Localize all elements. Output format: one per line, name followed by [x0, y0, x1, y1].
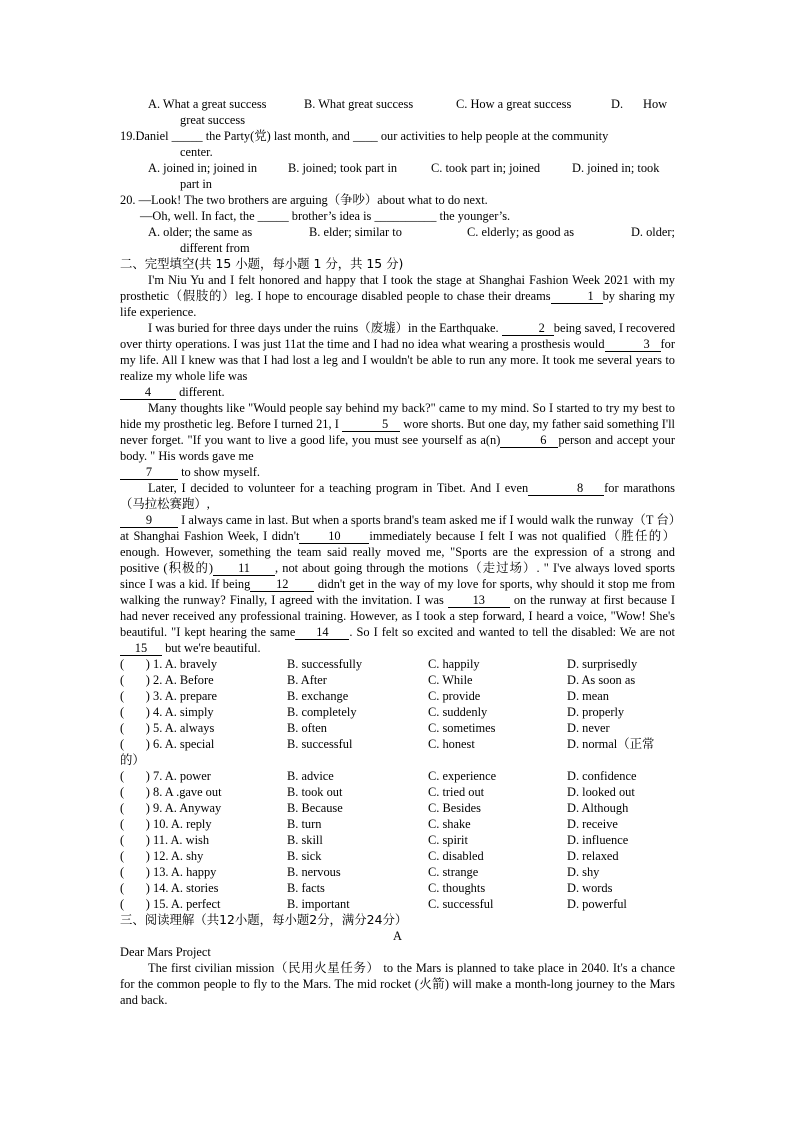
- q19-option-c: C. took part in; joined: [431, 161, 541, 175]
- option-1-a[interactable]: ( ) 1. A. bravely: [120, 657, 218, 671]
- q20-reply: —Oh, well. In fact, the _____ brother’s idea is __________ the younger’s.: [140, 209, 511, 223]
- option-9-b[interactable]: B. Because: [287, 801, 343, 815]
- blank-6[interactable]: 6: [500, 433, 558, 448]
- blank-4[interactable]: 4: [120, 385, 176, 400]
- option-8-a[interactable]: ( ) 8. A .gave out: [120, 785, 222, 799]
- option-1-c[interactable]: C. happily: [428, 657, 480, 671]
- exam-page: [120, 96, 675, 1008]
- option-row-3: [120, 688, 675, 704]
- option-15-c[interactable]: C. successful: [428, 897, 494, 911]
- blank-15[interactable]: 15: [120, 641, 162, 656]
- option-2-a[interactable]: ( ) 2. A. Before: [120, 673, 214, 687]
- option-row-11: [120, 832, 675, 848]
- passage-paragraph-3: Many thoughts like "Would people say behind my back?" came to my mind. So I started to try my best to hide my prosthetic leg. Before I turned 21, I 5 wore shorts. But one day, my father said something I'll never forget. "If you want to live a good life, you must see yourself as a(n) 6 person and accept your body. " His words gave me: [120, 401, 675, 463]
- option-15-a[interactable]: ( ) 15. A. perfect: [120, 897, 221, 911]
- cloze-options-list: [120, 656, 675, 912]
- q19-stem-cont: center.: [180, 145, 213, 159]
- option-11-a[interactable]: ( ) 11. A. wish: [120, 833, 210, 847]
- option-15-d[interactable]: D. powerful: [567, 897, 627, 911]
- q19-option-d-cont: part in: [180, 177, 212, 191]
- option-row-4: [120, 704, 675, 720]
- option-6-d[interactable]: D. normal（正常: [567, 737, 655, 751]
- option-1-b[interactable]: B. successfully: [287, 657, 363, 671]
- blank-2[interactable]: 2: [502, 321, 554, 336]
- blank-8[interactable]: 8: [528, 481, 604, 496]
- option-row-7: [120, 768, 675, 784]
- option-8-d[interactable]: D. looked out: [567, 785, 635, 799]
- option-row-9: [120, 800, 675, 816]
- option-4-d[interactable]: D. properly: [567, 705, 625, 719]
- q18-option-a: A. What a great success: [148, 97, 267, 111]
- option-14-b[interactable]: B. facts: [287, 881, 325, 895]
- passage-paragraph-4-body: 9 I always came in last. But when a sports brand's team asked me if I would walk the runway（T 台）at Shanghai Fashion Week, I didn't 10 immediately because I felt I was not qualified（胜任的）enough. However, something the team said really moved me, "Sports are the expression of a strong and positive (积极的) 11 , not about going through the motions（走过场）. " I've always loved sports since I was a kid. If being 12 didn't get in the way of my love for sports, why should it stop me from walking the runway? Finally, I agreed with the invitation. I was 13 on the runway at first because I had never received any professional training. However, as I took a step forward, I heard a voice, "Wow! She's beautiful. "I kept hearing the same 14 . So I felt so excited and wanted to tell the disabled: We are not 15 but we're beautiful.: [120, 513, 675, 655]
- option-13-a[interactable]: ( ) 13. A. happy: [120, 865, 217, 879]
- option-row-1: [120, 656, 675, 672]
- blank-7[interactable]: 7: [120, 465, 178, 480]
- option-3-b[interactable]: B. exchange: [287, 689, 349, 703]
- option-9-d[interactable]: D. Although: [567, 801, 629, 815]
- option-row-13: [120, 864, 675, 880]
- q18-option-d-text: How: [643, 97, 668, 111]
- option-2-d[interactable]: D. As soon as: [567, 673, 636, 687]
- blank-5[interactable]: 5: [342, 417, 400, 432]
- blank-3[interactable]: 3: [605, 337, 661, 352]
- option-12-d[interactable]: D. relaxed: [567, 849, 619, 863]
- q20-options: [120, 224, 675, 240]
- option-6-a[interactable]: ( ) 6. A. special: [120, 737, 215, 751]
- passage-paragraph-3-end: 7 to show myself.: [120, 464, 675, 480]
- option-row-6: [120, 736, 675, 752]
- q20-option-b: B. elder; similar to: [309, 225, 402, 239]
- option-12-c[interactable]: C. disabled: [428, 849, 484, 863]
- reading-part-a-label: A: [393, 929, 402, 943]
- option-11-c[interactable]: C. spirit: [428, 833, 468, 847]
- option-row-2: [120, 672, 675, 688]
- option-13-d[interactable]: D. shy: [567, 865, 600, 879]
- q20-option-c: C. elderly; as good as: [467, 225, 575, 239]
- option-11-b[interactable]: B. skill: [287, 833, 323, 847]
- option-5-a[interactable]: ( ) 5. A. always: [120, 721, 215, 735]
- option-14-a[interactable]: ( ) 14. A. stories: [120, 881, 219, 895]
- option-11-d[interactable]: D. influence: [567, 833, 629, 847]
- passage-paragraph-2-end: 4 different.: [120, 384, 675, 400]
- section-3-title: 三、阅读理解（共12小题，每小题2分，满分24分）: [120, 912, 408, 927]
- q18-option-d-cont: great success: [180, 113, 246, 127]
- option-10-b[interactable]: B. turn: [287, 817, 322, 831]
- option-row-14: [120, 880, 675, 896]
- option-9-a[interactable]: ( ) 9. A. Anyway: [120, 801, 222, 815]
- option-8-c[interactable]: C. tried out: [428, 785, 485, 799]
- option-row-5: [120, 720, 675, 736]
- q19-options: [120, 160, 675, 176]
- option-row-8: [120, 784, 675, 800]
- q19-option-b: B. joined; took part in: [288, 161, 398, 175]
- option-10-d[interactable]: D. receive: [567, 817, 618, 831]
- q19-stem: 19.Daniel _____ the Party(党) last month, and ____ our activities to help people at the community: [120, 129, 609, 143]
- option-9-c[interactable]: C. Besides: [428, 801, 482, 815]
- q20-option-d: D. older;: [630, 225, 675, 239]
- option-3-c[interactable]: C. provide: [428, 689, 481, 703]
- option-12-a[interactable]: ( ) 12. A. shy: [120, 849, 204, 863]
- option-1-d[interactable]: D. surprisedly: [567, 657, 638, 671]
- option-row-12: [120, 848, 675, 864]
- option-10-a[interactable]: ( ) 10. A. reply: [120, 817, 212, 831]
- option-2-b[interactable]: B. After: [287, 673, 327, 687]
- option-7-a[interactable]: ( ) 7. A. power: [120, 769, 211, 783]
- option-row-15: [120, 896, 675, 912]
- q19-option-d: D. joined in; took: [572, 161, 660, 175]
- option-15-b[interactable]: B. important: [287, 897, 350, 911]
- passage-paragraph-4: Later, I decided to volunteer for a teaching program in Tibet. And I even 8 for marathons（马拉松赛跑）,: [120, 481, 675, 511]
- option-14-d[interactable]: D. words: [567, 881, 613, 895]
- option-5-d[interactable]: D. never: [567, 721, 610, 735]
- option-5-b[interactable]: B. often: [287, 721, 327, 735]
- blank-11[interactable]: 11: [213, 561, 275, 576]
- option-3-d[interactable]: D. mean: [567, 689, 609, 703]
- option-5-c[interactable]: C. sometimes: [428, 721, 496, 735]
- blank-12[interactable]: 12: [250, 577, 314, 592]
- option-3-a[interactable]: ( ) 3. A. prepare: [120, 689, 218, 703]
- passage-paragraph-1: I'm Niu Yu and I felt honored and happy that I took the stage at Shanghai Fashion Week 2021 with my prosthetic（假肢的）leg. I hope to encourage disabled people to chase their dreams 1 by sharing my life experience.: [120, 273, 675, 319]
- option-8-b[interactable]: B. took out: [287, 785, 343, 799]
- letter-heading: Dear Mars Project: [120, 945, 211, 959]
- option-12-b[interactable]: B. sick: [287, 849, 322, 863]
- q19-option-a: A. joined in; joined in: [148, 161, 258, 175]
- option-row-10: [120, 816, 675, 832]
- option-7-b[interactable]: B. advice: [287, 769, 334, 783]
- option-10-c[interactable]: C. shake: [428, 817, 471, 831]
- option-6-b[interactable]: B. successful: [287, 737, 353, 751]
- q20-stem: 20. —Look! The two brothers are arguing（争吵）about what to do next.: [120, 193, 488, 207]
- q20-option-a: A. older; the same as: [148, 225, 253, 239]
- q18-option-b: B. What great success: [304, 97, 414, 111]
- blank-13[interactable]: 13: [448, 593, 510, 608]
- option-2-c[interactable]: C. While: [428, 673, 473, 687]
- option-4-a[interactable]: ( ) 4. A. simply: [120, 705, 214, 719]
- blank-1[interactable]: 1: [551, 289, 603, 304]
- letter-body: The first civilian mission（民用火星任务） to the Mars is planned to take place in 2040. It's a chance for the common people to fly to the Mars. The mid rocket (火箭) will make a month-long journey to the Mars and back.: [120, 961, 675, 1007]
- option-4-c[interactable]: C. suddenly: [428, 705, 488, 719]
- option-14-c[interactable]: C. thoughts: [428, 881, 486, 895]
- q18-options: [120, 96, 675, 112]
- option-13-b[interactable]: B. nervous: [287, 865, 341, 879]
- q18-option-d: D.: [611, 97, 624, 111]
- blank-10[interactable]: 10: [299, 529, 369, 544]
- q20-option-d-cont: different from: [180, 241, 250, 255]
- option-13-c[interactable]: C. strange: [428, 865, 479, 879]
- option-7-c[interactable]: C. experience: [428, 769, 497, 783]
- q18-option-c: C. How a great success: [456, 97, 572, 111]
- passage-paragraph-2: I was buried for three days under the ruins（废墟）in the Earthquake. 2 being saved, I recovered over thirty operations. I was just 11at the time and I had no idea what wearing a prosthesis would 3 for my life. All I knew was that I had lost a leg and I wouldn't be able to run any more. It took me several years to realize my whole life was: [120, 321, 676, 383]
- option-6-c[interactable]: C. honest: [428, 737, 475, 751]
- section-2-title: 二、完型填空(共 15 小题，每小题 1 分，共 15 分): [120, 256, 404, 271]
- blank-14[interactable]: 14: [295, 625, 349, 640]
- option-4-b[interactable]: B. completely: [287, 705, 357, 719]
- option-7-d[interactable]: D. confidence: [567, 769, 637, 783]
- option-6-cont: 的）: [120, 753, 145, 767]
- blank-9[interactable]: 9: [120, 513, 178, 528]
